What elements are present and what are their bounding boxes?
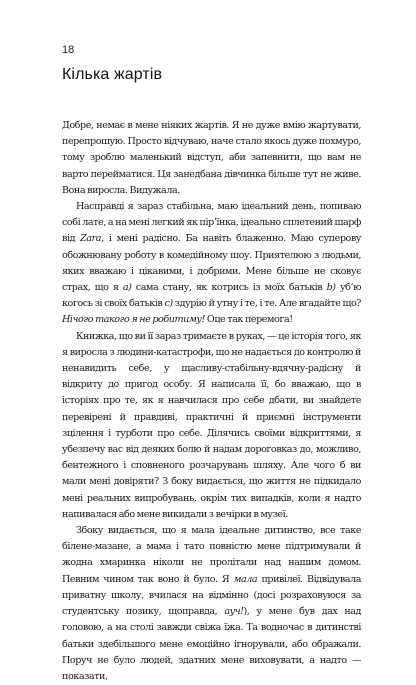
text-run: здурію й утну і те, і те. Але вгадайте що? — [172, 298, 361, 310]
italic-run: Zara — [80, 233, 102, 245]
paragraph — [62, 329, 361, 523]
text-run: ), у мене був дах над головою, а на столі завжди свіжа їжа. Та водночас в дитинстві батьки здебільшого мене емоційно ігнорували, або ображали. Поруч не було людей, здатних мене виховувати, а надто — показати, — [62, 606, 362, 682]
text-run: уб’ю когось зі своїх батьків — [62, 282, 361, 310]
text-run: Насправді я зараз стабільна, маю ідеальний день, попиваю собі лате, а на мені легкий як пір’їнка, ідеально сплетений шарф від — [62, 201, 361, 245]
text-run: , і мені радісно. Ба навіть блаженно. Маю суперову обожнювану роботу в комедійному шоу. Приятелюю з людьми, яких вважаю і цікавими, і добрими. Мене більше не сковує страх, що я — [62, 233, 361, 294]
italic-run: аyч! — [224, 606, 244, 618]
text-run: привілеї. Відвідувала приватну школу, вчилася на відмінно (досі розраховуюся за студентську позику, щоправда, — [62, 573, 361, 618]
italic-run: мала — [233, 573, 258, 585]
text-run: Збоку видається, що я мала ідеальне дитинство, все таке білене-мазане, а мама і тато повністю мене підтримували й жодна хмаринка ніколи не пролітали над нашим домом. Певним чином так воно й було. Я — [62, 525, 361, 585]
text-run: Добре, немає в мене ніяких жартів. Я не дуже вмію жартувати, перепрошую. Просто відчуваю, наче стало якось дуже похмуро, тому зроблю маленький відступ, аби запевнити, що вам не варто перейматися. Ця занедбана дівчинка більше тут не живе. Вона виросла. Видужала. — [62, 120, 361, 196]
italic-run: а) — [122, 282, 132, 294]
italic-run: Нічого такого я не робитиму! — [62, 314, 205, 326]
body-text — [62, 118, 361, 685]
italic-run: c) — [164, 298, 173, 310]
text-run: Книжка, що ви її зараз тримаєте в руках, — це історія того, як я виросла з людини-катастрофи, що не надається до контролю й ненавидить себе, у щасливу-стабільну-вдячну-радісну й відкриту до пригод особу. Я написала її, бо вважаю, що в історіях про те, як я навчилася про себе дбати, ви знайдете перевірені й правдиві, практичні й приємні інструменти зцілення і турботи про себе. Ділячись своїми відкриттями, я убезпечу вас від деяких болю й надам дороговказ до, можливо, бентежного і сповненого розчарувань шляху. Але чого б ви мали мені довіряти? З боку видається, що життя не підкидало мені реальних випробувань, окрім тих випадків, коли я надто напивалася або мене викидали з вечірки в музеї. — [62, 330, 361, 520]
paragraph — [62, 199, 361, 329]
italic-run: b) — [326, 282, 336, 294]
paragraph — [62, 118, 361, 199]
page-number: 18 — [62, 44, 75, 56]
text-run: Оце так перемога! — [204, 314, 293, 326]
text-run: сама стану, як котрись із моїх батьків — [131, 282, 327, 294]
paragraph — [62, 523, 361, 685]
chapter-title: Кілька жартів — [62, 66, 163, 83]
